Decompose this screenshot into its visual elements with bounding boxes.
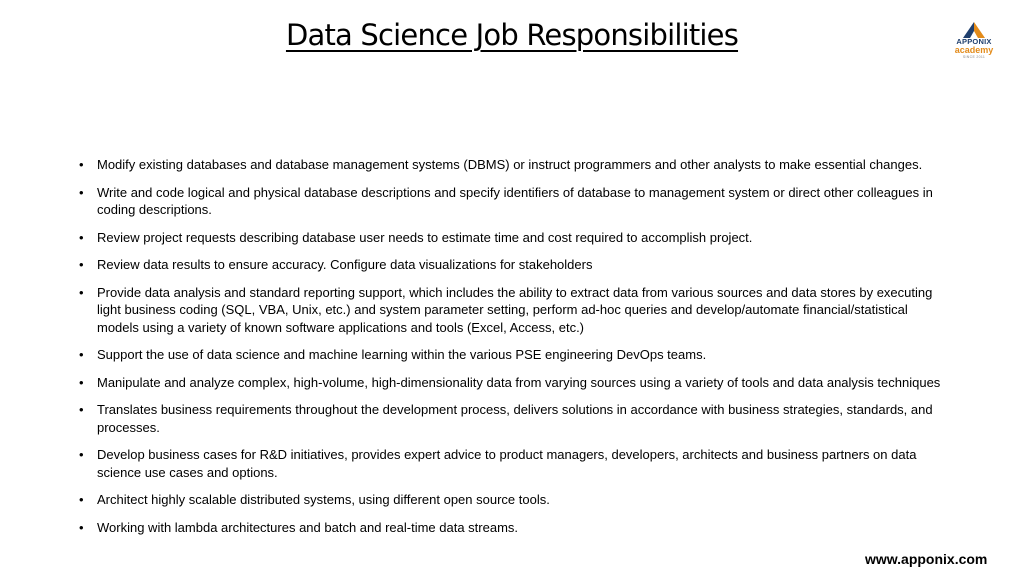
list-item: [79, 229, 949, 247]
slide-title: [0, 18, 1024, 52]
slide-title-text: Data Science Job Responsibilities: [285, 18, 739, 52]
bullet-dot-icon: •: [79, 284, 84, 300]
list-item: [79, 401, 949, 436]
list-item: [79, 519, 949, 537]
logo-name: APPONIX: [956, 37, 992, 46]
bullet-dot-icon: •: [79, 519, 84, 535]
responsibilities-list: [79, 156, 949, 546]
list-item: [79, 184, 949, 219]
apponix-logo: [946, 22, 1002, 74]
logo-sub: academy: [954, 45, 994, 55]
list-item-text: Support the use of data science and machine learning within the various PSE engineering DevOps teams.: [97, 347, 707, 362]
list-item: [79, 374, 949, 392]
list-item-text: Translates business requirements throughout the development process, delivers solutions in accordance with business strategies, standards, and processes.: [97, 402, 933, 435]
list-item: [79, 156, 949, 174]
website-url: www.apponix.com: [865, 551, 988, 567]
list-item-text: Architect highly scalable distributed systems, using different open source tools.: [97, 492, 550, 507]
list-item: [79, 346, 949, 364]
bullet-dot-icon: •: [79, 347, 84, 362]
list-item-text: Review data results to ensure accuracy. Configure data visualizations for stakeholders: [97, 257, 593, 272]
list-item-text: Working with lambda architectures and batch and real-time data streams.: [97, 519, 519, 535]
list-item: [79, 284, 949, 337]
bullet-dot-icon: •: [79, 229, 84, 245]
bullet-dot-icon: •: [79, 402, 84, 417]
list-item: [79, 446, 949, 481]
list-item-text: Modify existing databases and database management systems (DBMS) or instruct programmers and other analysts to make essential changes.: [97, 157, 923, 172]
list-item-text: Manipulate and analyze complex, high-volume, high-dimensionality data from varying sources using a variety of tools and data analysis techniques: [97, 374, 941, 390]
bullet-dot-icon: •: [79, 157, 84, 172]
logo-tag: SINCE 2011: [962, 55, 986, 59]
bullet-dot-icon: •: [79, 447, 84, 462]
list-item-text: Review project requests describing database user needs to estimate time and cost required to accomplish project.: [97, 229, 753, 245]
list-item: [79, 256, 949, 274]
logo-mountain-icon: [963, 22, 985, 38]
bullet-dot-icon: •: [79, 184, 84, 200]
bullet-dot-icon: •: [79, 374, 84, 390]
bullet-dot-icon: •: [79, 492, 84, 507]
list-item: [79, 491, 949, 509]
list-item-text: Provide data analysis and standard reporting support, which includes the ability to extract data from various sources and data stores by executing light business coding (SQL, VBA, Unix, etc.) and system parameter setting, perform ad-hoc queries and develop/automate financial/statistical models using a variety of known software applications and tools (Excel, Access, etc.): [97, 284, 933, 335]
list-item-text: Write and code logical and physical database descriptions and specify identifiers of database to management system or direct other colleagues in coding descriptions.: [97, 184, 933, 217]
list-item-text: Develop business cases for R&D initiatives, provides expert advice to product managers, developers, architects and business partners on data science use cases and options.: [97, 447, 917, 480]
bullet-dot-icon: •: [79, 257, 84, 272]
